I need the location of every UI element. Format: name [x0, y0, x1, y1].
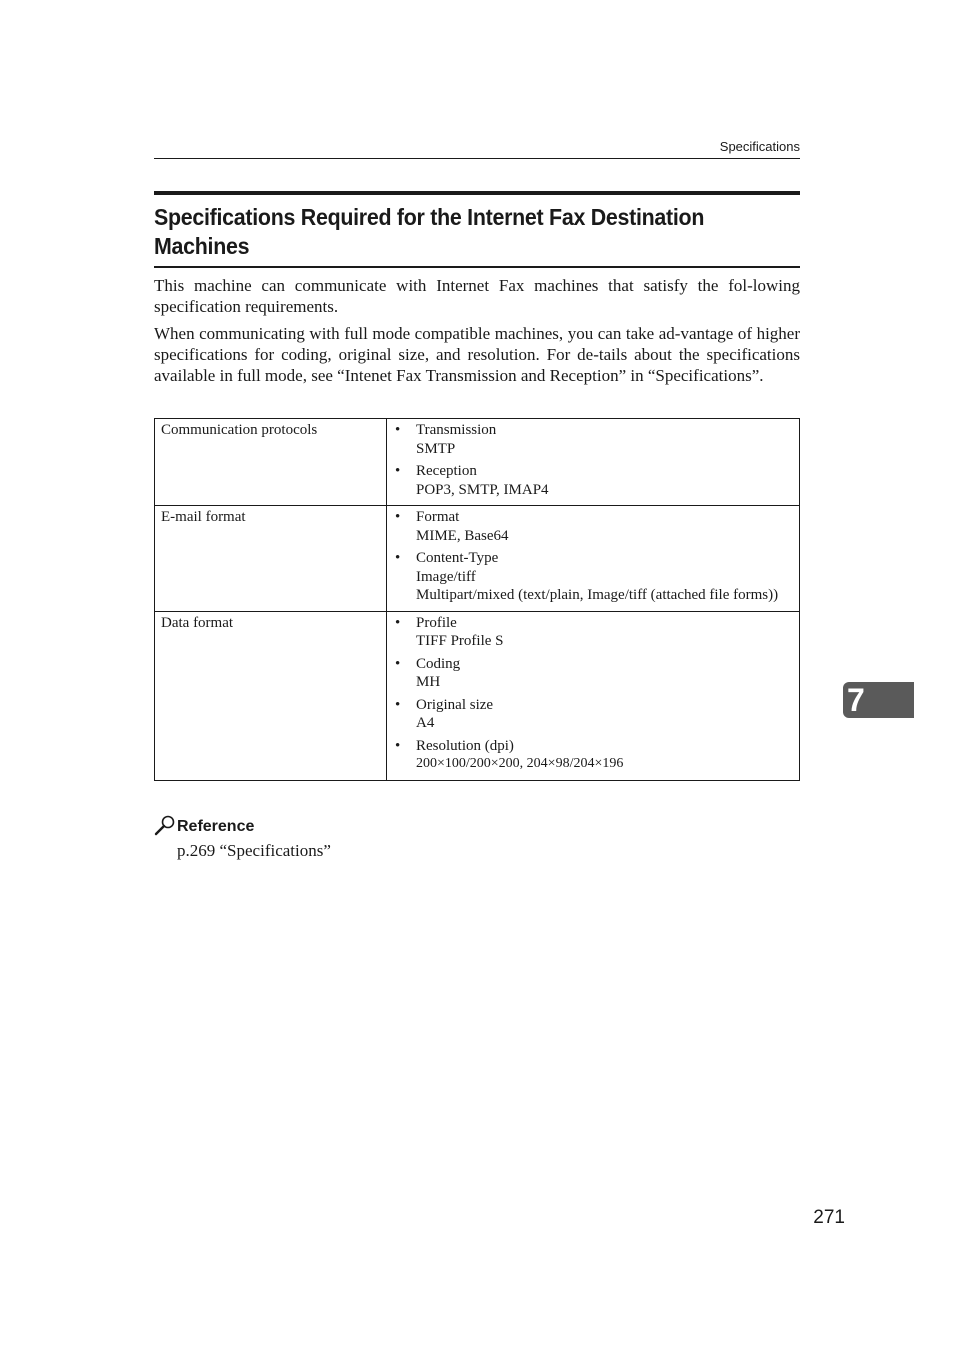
- bullet: •: [395, 509, 401, 525]
- item-value: 200×100/200×200, 204×98/204×196: [416, 756, 624, 771]
- row-label: Communication protocols: [155, 419, 387, 506]
- intro-paragraph: This machine can communicate with Internet Fax machines that satisfy the fol-lowing specification requirements.: [154, 276, 800, 316]
- list-item: [393, 614, 793, 651]
- list-item: [393, 655, 793, 692]
- item-name: Transmission: [416, 422, 497, 438]
- bullet: •: [395, 614, 401, 631]
- magnifier-icon: [154, 814, 176, 836]
- item-value: TIFF Profile S: [416, 633, 504, 649]
- table-row: [155, 506, 800, 612]
- page-title: Specifications Required for the Internet Fax Destination Machines: [154, 204, 705, 259]
- title-block: [154, 191, 800, 268]
- item-value: A4: [416, 715, 435, 731]
- reference-link[interactable]: p.269 “Specifications”: [177, 841, 331, 860]
- item-value: MH: [416, 674, 441, 690]
- bullet: •: [395, 737, 401, 754]
- item-name: Reception: [416, 463, 477, 479]
- table-row: [155, 419, 800, 506]
- item-name: Coding: [416, 655, 461, 672]
- page-number: 271: [813, 1207, 845, 1228]
- item-value: MIME, Base64: [416, 527, 509, 544]
- item-value: SMTP: [416, 440, 456, 457]
- item-name: Format: [416, 509, 460, 525]
- bullet: •: [395, 550, 401, 566]
- list-item: [393, 737, 793, 774]
- list-item: [393, 462, 793, 499]
- spec-table: [154, 418, 800, 781]
- item-name: Resolution (dpi): [416, 737, 514, 754]
- row-label: Data format: [155, 611, 387, 780]
- bullet: •: [395, 696, 401, 713]
- row-label: E-mail format: [155, 506, 387, 612]
- row-values: [387, 419, 800, 506]
- list-item: [393, 549, 793, 605]
- reference-heading: [154, 814, 254, 836]
- item-name: Profile: [416, 614, 457, 631]
- item-value: Image/tiff Multipart/mixed (text/plain, Image/tiff (attached file forms)): [416, 568, 779, 603]
- bullet: •: [395, 422, 401, 438]
- full-mode-paragraph: When communicating with full mode compatible machines, you can take ad-vantage of higher specifications for coding, original size, and resolution. For de-tails about the specifications available in full mode, see “Intenet Fax Transmission and Reception” in “Specifications”.: [154, 324, 800, 385]
- bullet: •: [395, 655, 401, 672]
- bullet: •: [395, 463, 401, 479]
- item-name: Content-Type: [416, 550, 499, 566]
- list-item: [393, 508, 793, 545]
- table-row: [155, 611, 800, 780]
- row-values: [387, 611, 800, 780]
- chapter-tab: 7: [843, 682, 914, 718]
- running-head: Specifications: [154, 139, 800, 159]
- item-value: POP3, SMTP, IMAP4: [416, 481, 549, 498]
- row-values: [387, 506, 800, 612]
- reference-label: Reference: [177, 818, 255, 835]
- item-name: Original size: [416, 696, 494, 713]
- list-item: [393, 421, 793, 458]
- list-item: [393, 696, 793, 733]
